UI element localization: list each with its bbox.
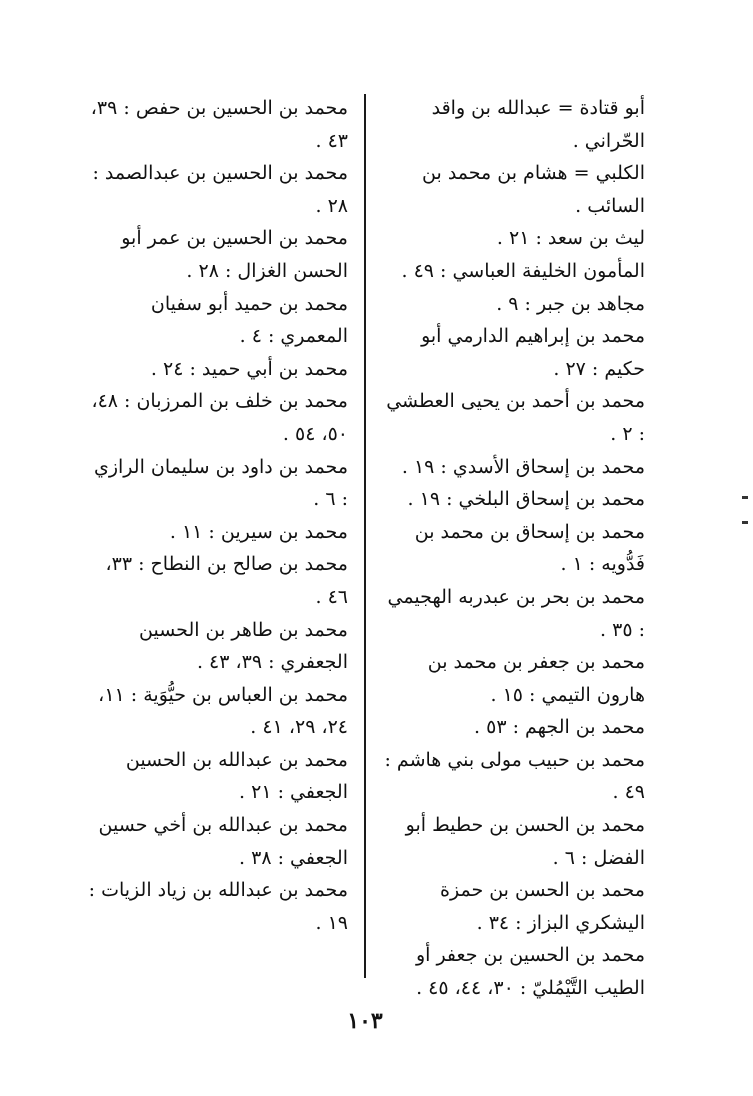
index-entry: الكلبي = هشام بن محمد بن السائب . bbox=[422, 162, 645, 217]
index-entry: المأمون الخليفة العباسي : ٤٩ . bbox=[401, 259, 645, 282]
index-entry: محمد بن الحسن بن حمزة اليشكري البزاز : ٣٤ . bbox=[440, 879, 645, 934]
index-entry: محمد بن أحمد بن يحيى العطشي : ٢ . bbox=[386, 390, 645, 445]
scan-mark bbox=[742, 496, 748, 499]
index-entry: محمد بن طاهر بن الحسين الجعفري : ٣٩، ٤٣ . bbox=[139, 618, 348, 674]
index-entry: محمد بن الحسين بن عبدالصمد : ٢٨ . bbox=[92, 162, 348, 217]
index-entry: محمد بن جعفر بن محمد بن هارون التيمي : ١٥ . bbox=[427, 651, 645, 706]
index-entry: محمد بن إبراهيم الدارمي أبو حكيم : ٢٧ . bbox=[421, 325, 645, 380]
index-entry: محمد بن عبدالله بن أخي حسين الجعفي : ٣٨ . bbox=[98, 814, 348, 869]
index-entry: محمد بن حبيب مولى بني هاشم : ٤٩ . bbox=[384, 748, 645, 804]
index-entry: محمد بن خلف بن المرزبان : ٤٨، ٥٠، ٥٤ . bbox=[91, 390, 348, 445]
index-entry: محمد بن إسحاق البلخي : ١٩ . bbox=[407, 488, 645, 511]
scan-mark bbox=[742, 521, 748, 524]
index-entry: محمد بن صالح بن النطاح : ٣٣، ٤٦ . bbox=[105, 553, 348, 608]
index-column-right bbox=[383, 92, 645, 1005]
index-entry: محمد بن إسحاق الأسدي : ١٩ . bbox=[401, 455, 645, 478]
index-column-left bbox=[86, 92, 348, 939]
page-number: ١٠٣ bbox=[347, 1008, 383, 1034]
index-entry: محمد بن بحر بن عبدربه الهجيمي : ٣٥ . bbox=[387, 585, 645, 641]
index-entry: محمد بن سيرين : ١١ . bbox=[169, 520, 348, 543]
index-entry: أبو قتادة = عبدالله بن واقد الحّراني . bbox=[431, 97, 645, 152]
index-entry: محمد بن الحسن بن حطيط أبو الفضل : ٦ . bbox=[405, 814, 645, 869]
index-entry: مجاهد بن جبر : ٩ . bbox=[496, 292, 645, 315]
index-entry: محمد بن العباس بن حيُّوَية : ١١، ٢٤، ٢٩، ٤١ . bbox=[98, 683, 348, 739]
index-entry: محمد بن الجهم : ٥٣ . bbox=[474, 716, 645, 739]
index-entry: محمد بن الحسين بن حفص : ٣٩، ٤٣ . bbox=[90, 97, 348, 152]
column-divider bbox=[364, 94, 366, 978]
index-entry: محمد بن عبدالله بن زياد الزيات : ١٩ . bbox=[88, 879, 348, 934]
index-entry: محمد بن عبدالله بن الحسين الجعفي : ٢١ . bbox=[125, 748, 348, 804]
index-entry: محمد بن الحسين بن عمر أبو الحسن الغزال : ٢٨ . bbox=[121, 227, 348, 282]
index-entry: ليث بن سعد : ٢١ . bbox=[496, 227, 645, 250]
index-entry: محمد بن حميد أبو سفيان المعمري : ٤ . bbox=[150, 292, 348, 348]
index-entry: محمد بن داود بن سليمان الرازي : ٦ . bbox=[93, 455, 348, 511]
index-entry: محمد بن أبي حميد : ٢٤ . bbox=[150, 357, 348, 380]
index-entry: محمد بن إسحاق بن محمد بن فَدُّويه : ١ . bbox=[414, 520, 645, 576]
index-entry: محمد بن الحسين بن جعفر أو الطيب التَّيْمُليّ : ٣٠، ٤٤، ٤٥ . bbox=[415, 944, 645, 1000]
